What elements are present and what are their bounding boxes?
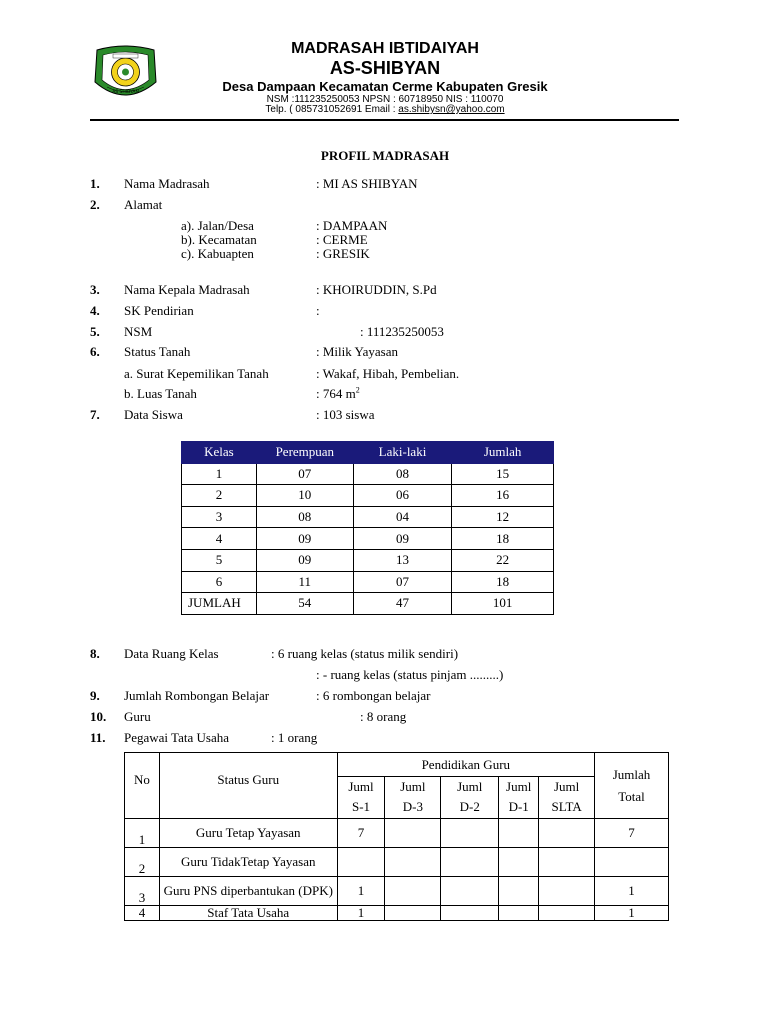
table-cell [499, 848, 539, 877]
row-value: : KHOIRUDDIN, S.Pd [316, 282, 437, 297]
table-cell [385, 906, 441, 921]
row-number: 8. [90, 646, 100, 661]
table-row [182, 571, 554, 593]
table-cell: 2 [125, 848, 160, 877]
column-header: Laki-laki [353, 442, 452, 464]
row-value: : CERME [316, 232, 368, 247]
table-cell: 1 [125, 819, 160, 848]
header-pendidikan-guru: Pendidikan Guru [337, 753, 595, 777]
table-cell [441, 877, 499, 906]
row-label: Nama Madrasah [124, 176, 210, 191]
row-number: 7. [90, 407, 100, 422]
row-value: : - ruang kelas (status pinjam .........) [316, 667, 504, 682]
table-cell: 5 [182, 549, 257, 571]
table-cell: 18 [452, 528, 554, 550]
column-header: Jumlah [452, 442, 554, 464]
table-cell: Guru Tetap Yayasan [159, 819, 337, 848]
row-label: Nama Kepala Madrasah [124, 282, 250, 297]
row-number: 3. [90, 282, 100, 297]
table-cell: 54 [256, 593, 353, 615]
table-cell: 1 [595, 877, 669, 906]
edu-header-top: Juml [499, 777, 539, 797]
row-label: c). Kabuapten [181, 246, 254, 261]
row-label: Jumlah Rombongan Belajar [124, 688, 270, 703]
table-cell [499, 877, 539, 906]
row-number: 4. [90, 303, 100, 318]
edu-header-bottom: S-1 [337, 797, 385, 819]
row-label: Guru [124, 709, 151, 724]
table-cell: 09 [256, 528, 353, 550]
row-value: : Milik Yayasan [316, 344, 398, 359]
table-row [125, 819, 669, 848]
table-cell: Guru PNS diperbantukan (DPK) [159, 877, 337, 906]
row-value: : DAMPAAN [316, 218, 388, 233]
table-cell: 16 [452, 485, 554, 507]
row-label: SK Pendirian [124, 303, 194, 318]
table-cell: 2 [182, 485, 257, 507]
table-cell: 08 [256, 506, 353, 528]
teacher-data-table [124, 752, 669, 921]
unit-superscript: 2 [355, 385, 360, 395]
row-value: : 8 orang [360, 709, 407, 724]
row-number: 9. [90, 688, 100, 703]
table-cell [441, 848, 499, 877]
document-title: PROFIL MADRASAH [320, 148, 450, 163]
header-divider [90, 119, 679, 121]
table-cell: 3 [125, 877, 160, 906]
table-cell: 04 [353, 506, 452, 528]
row-value: : 103 siswa [316, 407, 375, 422]
table-cell [499, 819, 539, 848]
contact-phone: Telp. ( 085731052691 Email : [265, 104, 399, 115]
table-row [182, 549, 554, 571]
header-jumlah-total [595, 753, 669, 819]
table-row [182, 528, 554, 550]
table-cell: 09 [256, 549, 353, 571]
edu-header-bottom: D-3 [385, 797, 441, 819]
table-cell: 6 [182, 571, 257, 593]
header-status-guru: Status Guru [159, 753, 337, 819]
row-value: : 6 rombongan belajar [316, 688, 431, 703]
row-label: b). Kecamatan [181, 232, 257, 247]
table-row [125, 848, 669, 877]
column-header: Kelas [182, 442, 257, 464]
row-number: 10. [90, 709, 107, 724]
contact-email-link[interactable]: as.shibysn@yahoo.com [398, 104, 505, 115]
school-name-title: AS-SHIBYAN [329, 58, 441, 78]
row-label: Data Siswa [124, 407, 183, 422]
table-cell [595, 848, 669, 877]
table-cell: 1 [337, 877, 385, 906]
row-label: NSM [124, 324, 153, 339]
table-cell [385, 819, 441, 848]
table-cell: 3 [182, 506, 257, 528]
school-level-title: MADRASAH IBTIDAIYAH [291, 40, 479, 57]
table-cell [539, 877, 595, 906]
school-address: Desa Dampaan Kecamatan Cerme Kabupaten Gresik [222, 79, 548, 94]
table-cell: 15 [452, 463, 554, 485]
table-cell: 10 [256, 485, 353, 507]
table-cell: JUMLAH [182, 593, 257, 615]
table-cell: 22 [452, 549, 554, 571]
row-number: 6. [90, 344, 100, 359]
table-cell: 1 [337, 906, 385, 921]
header-no: No [125, 753, 160, 819]
school-emblem-logo [91, 42, 160, 106]
header-total-line: Total [618, 788, 645, 804]
row-label: Pegawai Tata Usaha [124, 730, 229, 745]
table-cell: 07 [353, 571, 452, 593]
row-value: : Wakaf, Hibah, Pembelian. [316, 366, 460, 381]
table-row [125, 877, 669, 906]
table-row [125, 906, 669, 921]
table-cell: 18 [452, 571, 554, 593]
table-cell [385, 877, 441, 906]
table-cell: 13 [353, 549, 452, 571]
table-cell: 7 [337, 819, 385, 848]
table-cell: 7 [595, 819, 669, 848]
table-cell: 1 [595, 906, 669, 921]
table-cell [539, 848, 595, 877]
edu-header-top: Juml [539, 777, 595, 797]
table-cell [441, 906, 499, 921]
edu-header-top: Juml [385, 777, 441, 797]
row-label: Status Tanah [124, 344, 191, 359]
edu-header-top: Juml [337, 777, 385, 797]
table-cell: 08 [353, 463, 452, 485]
edu-header-bottom: D-1 [499, 797, 539, 819]
table-cell [385, 848, 441, 877]
table-cell: 12 [452, 506, 554, 528]
row-number: 2. [90, 197, 100, 212]
school-registration-numbers: NSM :111235250053 NPSN : 60718950 NIS : 110070 [266, 94, 504, 105]
table-cell: 4 [125, 906, 160, 921]
table-row [182, 506, 554, 528]
table-cell: Guru TidakTetap Yayasan [159, 848, 337, 877]
row-number: 1. [90, 176, 100, 191]
table-row [182, 463, 554, 485]
svg-text:AS SHIBYAN: AS SHIBYAN [112, 90, 139, 95]
student-data-table [181, 441, 554, 615]
row-value: : [316, 303, 320, 318]
row-value [316, 386, 360, 402]
table-cell: 47 [353, 593, 452, 615]
row-number: 11. [90, 730, 106, 745]
table-total-row [182, 593, 554, 615]
land-area-value: : 764 m [316, 386, 356, 401]
edu-header-top: Juml [441, 777, 499, 797]
row-label: a). Jalan/Desa [181, 218, 254, 233]
row-label: b. Luas Tanah [124, 386, 197, 401]
table-cell: 101 [452, 593, 554, 615]
header-jumlah-line: Jumlah [612, 766, 651, 782]
edu-header-bottom: SLTA [539, 797, 595, 819]
row-value: : GRESIK [316, 246, 370, 261]
table-cell: 11 [256, 571, 353, 593]
row-value: : 6 ruang kelas (status milik sendiri) [271, 646, 459, 661]
table-cell [441, 819, 499, 848]
table-cell: 4 [182, 528, 257, 550]
edu-header-bottom: D-2 [441, 797, 499, 819]
school-contact [200, 104, 570, 115]
column-header: Perempuan [256, 442, 353, 464]
table-cell [539, 906, 595, 921]
table-cell [337, 848, 385, 877]
table-cell [539, 819, 595, 848]
row-label: a. Surat Kepemilikan Tanah [124, 366, 269, 381]
table-cell: 07 [256, 463, 353, 485]
row-number: 5. [90, 324, 100, 339]
table-cell: 09 [353, 528, 452, 550]
row-label: Data Ruang Kelas [124, 646, 219, 661]
table-cell: 06 [353, 485, 452, 507]
table-cell [499, 906, 539, 921]
table-header-row [182, 442, 554, 464]
row-label: Alamat [124, 197, 163, 212]
row-value: : 111235250053 [360, 324, 444, 339]
table-cell: 1 [182, 463, 257, 485]
table-row [182, 485, 554, 507]
table-cell: Staf Tata Usaha [159, 906, 337, 921]
row-value: : MI AS SHIBYAN [316, 176, 418, 191]
row-value: : 1 orang [271, 730, 318, 745]
